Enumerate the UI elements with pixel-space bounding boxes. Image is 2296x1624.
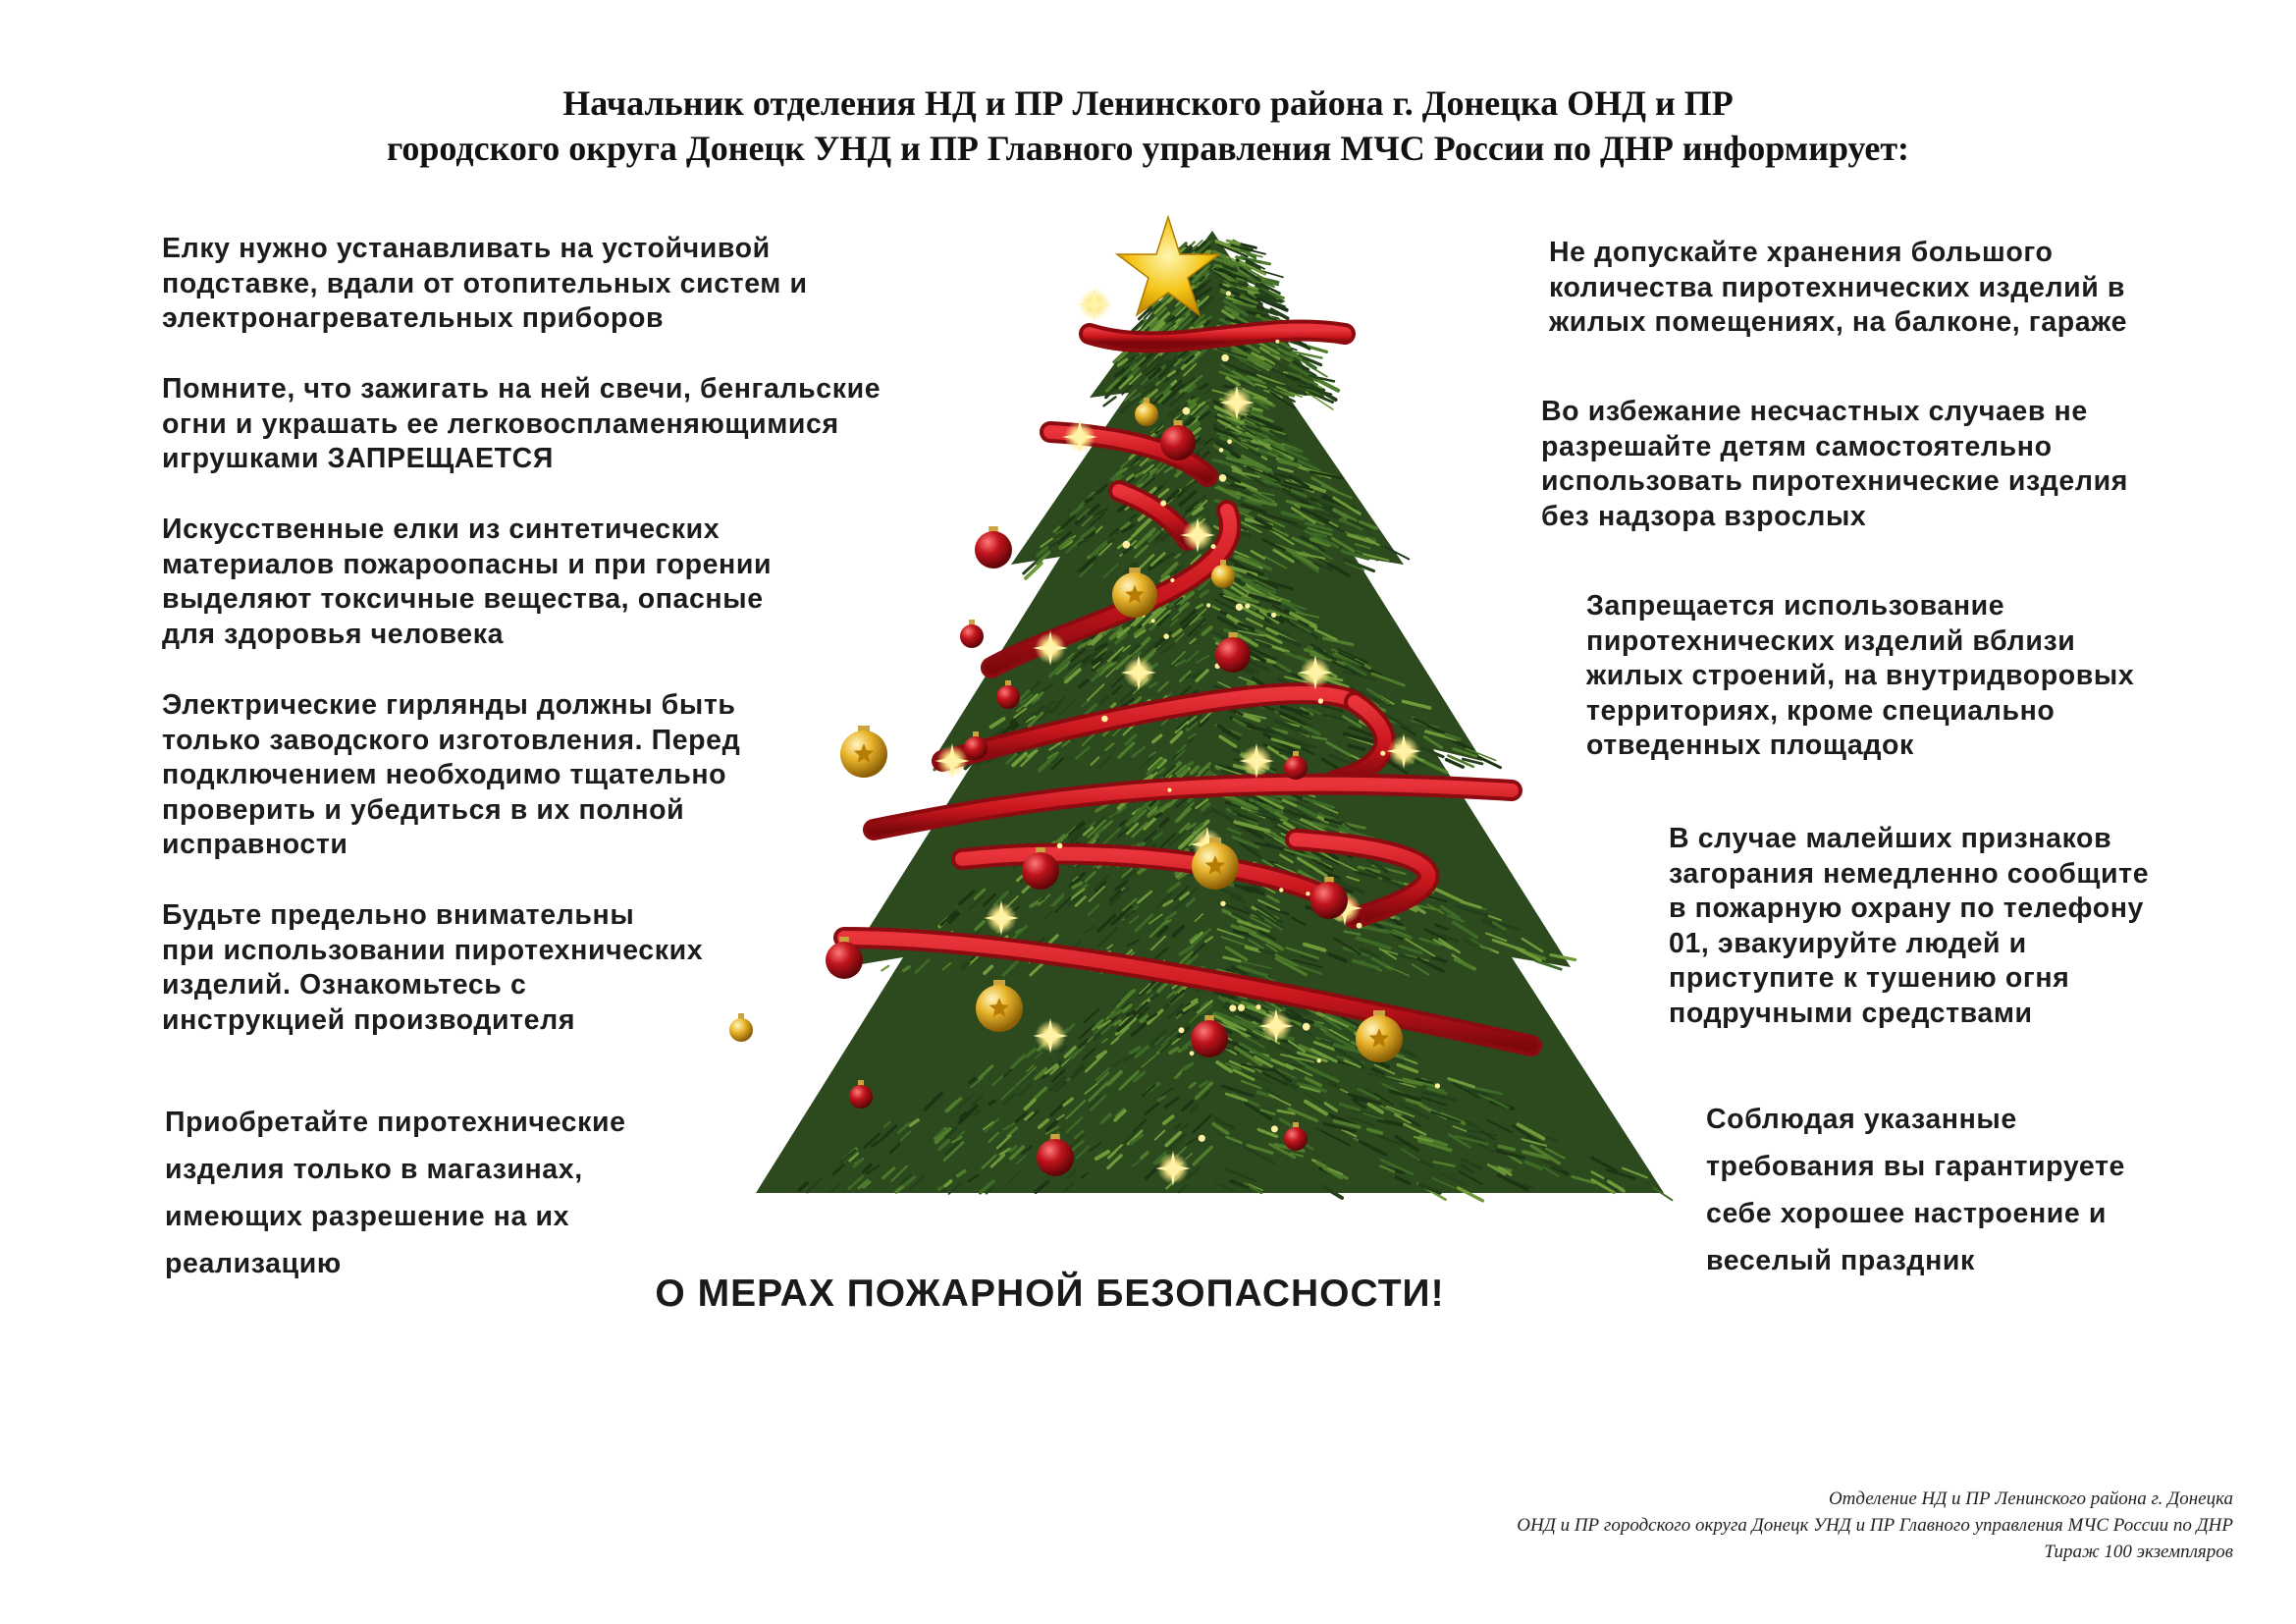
tip-storage: Не допускайте хранения большого количества пиротехнических изделий в жилых помещениях, на балконе, гараже: [1549, 237, 2128, 338]
light-dot: [1306, 892, 1309, 895]
light-dot: [1275, 340, 1279, 344]
christmas-tree-svg: [726, 211, 1698, 1213]
light-dot: [1057, 843, 1063, 849]
slogan-text: О МЕРАХ ПОЖАРНОЙ БЕЗОПАСНОСТИ!: [655, 1272, 1445, 1315]
footer-line-1: Отделение НД и ПР Ленинского района г. Донецка: [1828, 1489, 2233, 1509]
light-dot: [1271, 1125, 1278, 1132]
light-dot: [1238, 1004, 1245, 1011]
footer-credits: [1517, 1486, 2233, 1565]
header-line-2: городского округа Донецк УНД и ПР Главного управления МЧС России по ДНР информирует:: [386, 129, 1910, 168]
light-dot: [1160, 501, 1166, 507]
light-dot: [1170, 578, 1174, 582]
tip-garlands: Электрические гирлянды должны быть только заводского изготовления. Перед подключением необходимо тщательно проверить и убедиться в их полной исправности: [162, 689, 741, 860]
light-dot: [1318, 698, 1323, 703]
needle-stroke: [881, 966, 888, 971]
needle-stroke: [1151, 996, 1157, 999]
tip-artificial-trees: Искусственные елки из синтетических материалов пожароопасны и при горении выделяют токсичные вещества, опасные для здоровья человека: [162, 514, 773, 650]
needle-stroke: [1654, 1188, 1673, 1200]
header: [0, 81, 2296, 171]
header-line-1: Начальник отделения НД и ПР Ленинского района г. Донецка ОНД и ПР: [562, 83, 1734, 123]
tip-emergency: В случае малейших признаков загорания немедленно сообщите в пожарную охрану по телефону 01, эвакуируйте людей и приступите к тушению огня подручными средствами: [1669, 823, 2150, 1029]
gold-ornament: [729, 1013, 753, 1042]
slogan-title: [0, 1272, 2296, 1316]
sparkle: [1077, 287, 1112, 322]
tip-no-candles: Помните, что зажигать на ней свечи, бенгальские огни и украшать ее легковоспламеняющимися игрушками ЗАПРЕЩАЕТСЯ: [162, 373, 881, 474]
footer-line-3: Тираж 100 экземпляров: [2044, 1542, 2233, 1562]
light-dot: [1303, 1023, 1310, 1031]
tip-buy-licensed: Приобретайте пиротехнические изделия только в магазинах, имеющих разрешение на их реализацию: [165, 1107, 626, 1279]
light-dot: [1190, 1051, 1195, 1056]
light-dot: [1380, 751, 1385, 756]
light-dot: [1317, 1058, 1321, 1062]
light-dot: [1167, 788, 1171, 792]
light-dot: [1211, 544, 1216, 549]
light-dot: [1183, 407, 1191, 415]
light-dot: [1163, 633, 1169, 639]
light-dot: [1229, 1004, 1236, 1011]
light-dot: [1271, 613, 1276, 618]
light-dot: [1435, 1083, 1440, 1088]
light-dot: [1219, 448, 1224, 453]
light-dot: [1151, 619, 1155, 623]
light-dot: [1101, 716, 1108, 723]
light-dot: [1179, 1027, 1185, 1033]
tip-children: Во избежание несчастных случаев не разрешайте детям самостоятельно использовать пиротехнические изделия без надзора взрослых: [1541, 396, 2128, 532]
light-dot: [1220, 901, 1225, 906]
gold-ornament: [840, 726, 887, 778]
red-ornament: [975, 526, 1012, 568]
needle-stroke: [1150, 469, 1155, 472]
tip-forbidden-places: Запрещается использование пиротехнических изделий вблизи жилых строений, на внутридворовых территориях, кроме специально отведенных площадок: [1586, 590, 2135, 761]
tip-pyrotechnics-care: Будьте предельно внимательны при использовании пиротехнических изделий. Ознакомьтесь с инструкцией производителя: [162, 899, 704, 1036]
light-dot: [1221, 354, 1229, 362]
light-dot: [1255, 1004, 1260, 1009]
light-dot: [1226, 291, 1231, 296]
red-ornament: [960, 620, 984, 648]
light-dot: [1236, 604, 1243, 611]
tip-conclusion: Соблюдая указанные требования вы гарантируете себе хорошее настроение и веселый праздник: [1706, 1104, 2125, 1276]
tip-tree-stand: Елку нужно устанавливать на устойчивой подставке, вдали от отопительных систем и электронагревательных приборов: [162, 233, 808, 334]
footer-line-2: ОНД и ПР городского округа Донецк УНД и ПР Главного управления МЧС России по ДНР: [1517, 1515, 2233, 1536]
needle-stroke: [1227, 241, 1239, 244]
light-dot: [1279, 888, 1283, 892]
needle-stroke: [1086, 499, 1092, 502]
light-dot: [1357, 923, 1362, 929]
light-dot: [1227, 439, 1232, 444]
light-dot: [1123, 541, 1131, 549]
light-dot: [1219, 474, 1227, 482]
light-dot: [1245, 604, 1250, 609]
light-dot: [1199, 1135, 1205, 1142]
christmas-tree-illustration: [726, 211, 1698, 1213]
light-dot: [1206, 603, 1210, 607]
